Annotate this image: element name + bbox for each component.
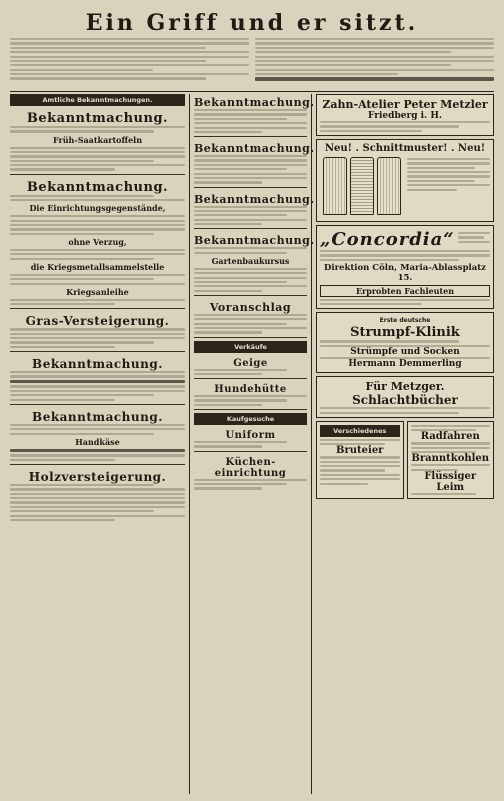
ad-butchers: Für Metzger. Schlachtbücher [316,376,494,418]
notice-1: Bekanntmachung. Früh-Saatkartoffeln [10,109,185,175]
masthead-title: Ein Griff und er sitzt. [85,10,419,36]
intro-text [10,38,494,92]
masthead [10,8,494,38]
market-item-2: Hundehütte [194,382,307,410]
notice-b3: Bekanntmachung. [194,191,307,230]
ad-patterns: Neu! . Schnittmuster! . Neu! [316,139,494,222]
columns [10,94,494,794]
market-item-4: Uniform [194,428,307,452]
market-bar: Verkäufe [194,341,307,353]
intro-column-left [10,38,249,91]
notice-b5: Voranschlag [194,299,307,338]
shirt-illustration [320,154,404,218]
ad-right-stack: Radfahren Branntkohlen Flüssiger Leim [407,421,495,499]
wanted-bar: Kaufgesuche [194,413,307,425]
intro-column-right [255,38,494,91]
notice-6: Holzversteigerung. [10,468,185,524]
market-item-1: Geige [194,356,307,380]
column-advertisements [316,94,494,794]
ad-concordia: „Concordia“ Direktion Cöln, Maria-Ablassplatz 15. Erprobten Fachleuten [316,225,494,310]
notice-4: Bekanntmachung. [10,355,185,405]
notice-5: Bekanntmachung. Handkäse [10,408,185,465]
market-item-5: Kücheneinrichtung [194,455,307,493]
notice-b4: Bekanntmachung. Gartenbaukursus [194,232,307,296]
concordia-logo: „Concordia“ [320,228,455,250]
ad-stocking-clinic: Erste deutsche Strumpf-Klinik Strümpfe und Socken Hermann Demmerling [316,312,494,373]
notice-3: Gras-Versteigerung. [10,312,185,352]
column-official-notices [10,94,190,794]
notice-2: Bekanntmachung. Die Einrichtungsgegenstände, ohne Verzug, die Kriegsmetallsammelstelle Kriegsanleihe [10,178,185,310]
notice-b1: Bekanntmachung. [194,94,307,137]
ad-misc: Verschiedenes Bruteier [316,421,404,499]
ad-grid [316,421,494,499]
column-notices-market [194,94,315,794]
notice-b2: Bekanntmachung. [194,140,307,187]
ad-dental-atelier: Zahn-Atelier Peter Metzler Friedberg i. H. [316,94,494,136]
section-bar: Amtliche Bekanntmachungen. [10,94,185,106]
